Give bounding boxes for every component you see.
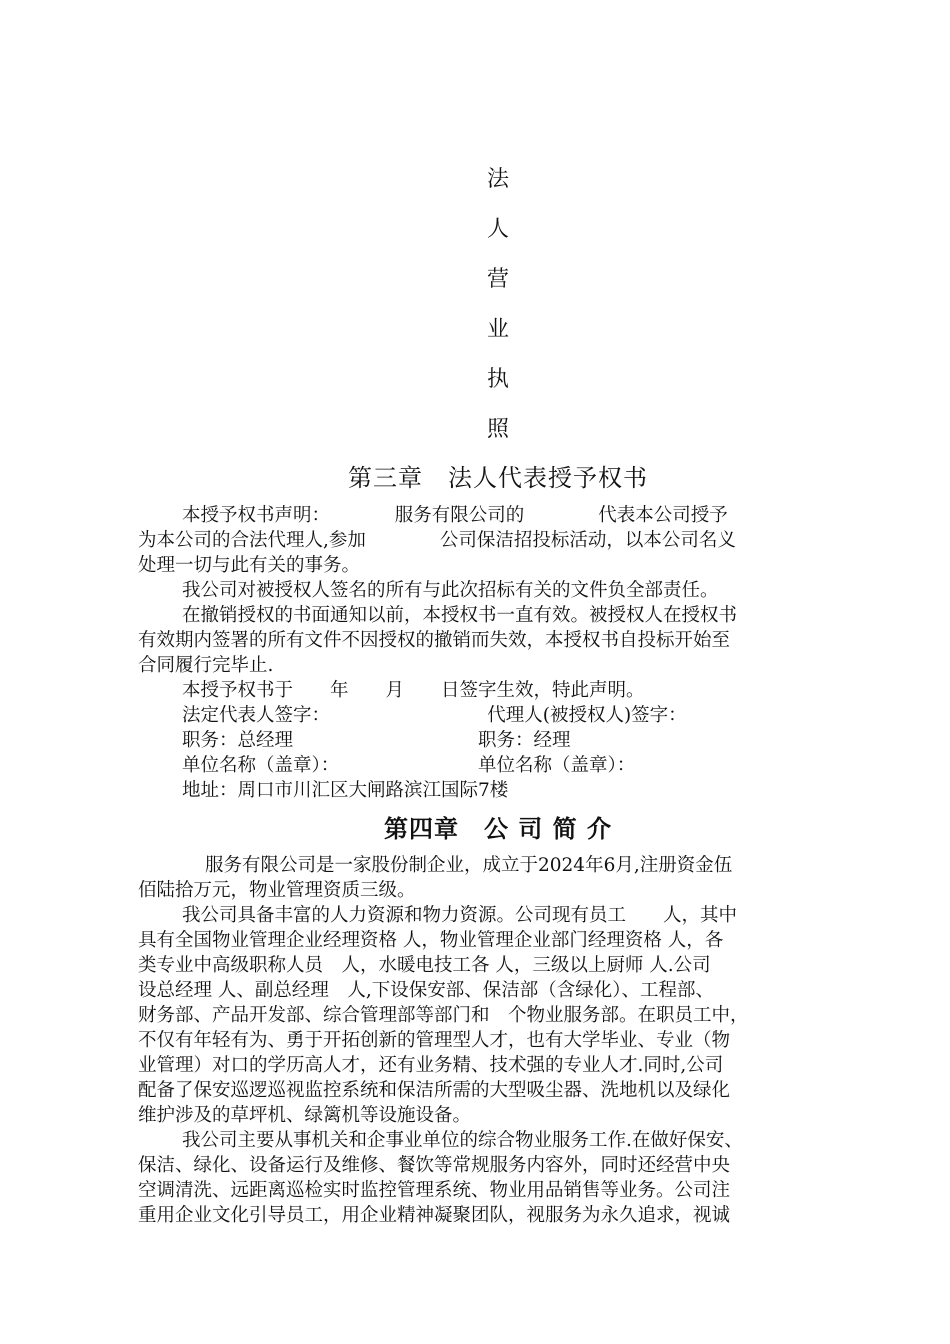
chapter3-line: 本授予权书声明： 服务有限公司的 代表本公司授予 — [182, 505, 728, 526]
chapter3-title: 第三章 法人代表授予权书 — [348, 464, 648, 492]
chapter4-line: 业管理）对口的学历高人才，还有业务精、技术强的专业人才.同时,公司 — [138, 1055, 724, 1076]
chapter4-line: 不仅有年轻有为、勇于开拓创新的管理型人才，也有大学毕业、专业（物 — [138, 1030, 731, 1051]
chapter3-line: 法定代表人签字： 代理人(被授权人)签字： — [182, 705, 687, 726]
chapter4-line: 具有全国物业管理企业经理资格 人，物业管理企业部门经理资格 人，各 — [138, 930, 724, 951]
license-title-char-5: 执 — [486, 367, 509, 392]
chapter4-line: 设总经理 人、副总经理 人,下设保安部、保洁部（含绿化）、工程部、 — [138, 980, 715, 1001]
chapter3-line: 职务：总经理 职务：经理 — [182, 730, 571, 751]
chapter4-line: 我公司主要从事机关和企事业单位的综合物业服务工作.在做好保安、 — [182, 1130, 743, 1151]
chapter4-line: 类专业中高级职称人员 人，水暖电技工各 人，三级以上厨师 人.公司 — [138, 955, 711, 976]
chapter4-line: 服务有限公司是一家股份制企业，成立于2024年6月,注册资金伍 — [205, 855, 733, 876]
chapter4-line: 配备了保安巡逻巡视监控系统和保洁所需的大型吸尘器、洗地机以及绿化 — [138, 1080, 731, 1101]
chapter4-title: 第四章 公 司 简 介 — [383, 814, 613, 843]
license-title-char-6: 照 — [486, 417, 509, 442]
chapter3-line: 地址：周口市川汇区大闸路滨江国际7楼 — [182, 780, 509, 801]
chapter4-line: 保洁、绿化、设备运行及维修、餐饮等常规服务内容外，同时还经营中央 — [138, 1155, 731, 1176]
license-title-char-2: 人 — [486, 217, 509, 242]
chapter4-line: 维护涉及的草坪机、绿篱机等设施设备。 — [138, 1105, 472, 1126]
chapter4-line: 重用企业文化引导员工，用企业精神凝聚团队，视服务为永久追求，视诚 — [138, 1205, 731, 1226]
chapter3-line: 在撤销授权的书面通知以前，本授权书一直有效。被授权人在授权书 — [182, 605, 738, 626]
chapter4-line: 佰陆拾万元，物业管理资质三级。 — [138, 880, 416, 901]
chapter3-line: 单位名称（盖章）： 单位名称（盖章）： — [182, 755, 636, 776]
chapter3-line: 为本公司的合法代理人,参加 公司保洁招投标活动，以本公司名义 — [138, 530, 736, 551]
license-title-char-4: 业 — [486, 317, 509, 342]
license-title-char-3: 营 — [486, 267, 509, 292]
chapter3-line: 我公司对被授权人签名的所有与此次招标有关的文件负全部责任。 — [182, 580, 719, 601]
chapter3-line: 本授予权书于 年 月 日签字生效，特此声明。 — [182, 680, 645, 701]
chapter4-line: 财务部、产品开发部、综合管理部等部门和 个物业服务部。在职员工中， — [138, 1005, 749, 1026]
chapter3-line: 处理一切与此有关的事务。 — [138, 555, 361, 576]
chapter4-line: 我公司具备丰富的人力资源和物力资源。公司现有员工 人，其中 — [182, 905, 738, 926]
chapter3-line: 有效期内签署的所有文件不因授权的撤销而失效，本授权书自投标开始至 — [138, 630, 731, 651]
chapter4-line: 空调清洗、远距离巡检实时监控管理系统、物业用品销售等业务。公司注 — [138, 1180, 731, 1201]
license-title-char-1: 法 — [486, 167, 509, 192]
chapter3-line: 合同履行完毕止. — [138, 655, 274, 676]
